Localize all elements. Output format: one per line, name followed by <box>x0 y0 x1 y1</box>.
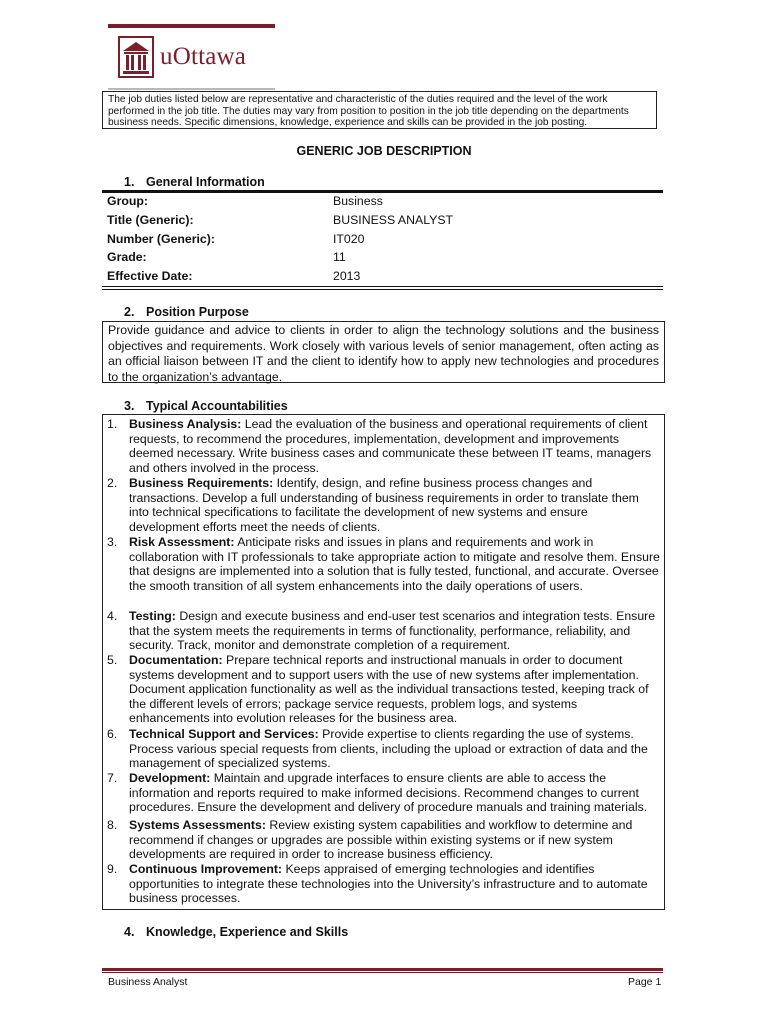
item-title: Technical Support and Services: <box>129 727 319 741</box>
info-value: 11 <box>333 250 346 264</box>
header-bottom-rule <box>108 88 275 90</box>
item-text: Identify, design, and refine business process changes and transactions. Develop a full understanding of business requirements in order to translate them into technical specifications to facilitate the development of new systems and ensure development efforts meet the needs of clients. <box>129 476 639 534</box>
item-title: Business Requirements: <box>129 476 274 490</box>
section-title: General Information <box>146 175 265 189</box>
item-number: 1. <box>107 417 118 431</box>
section-number: 1. <box>124 175 135 189</box>
logo-wordmark: uOttawa <box>160 43 247 70</box>
info-row-number <box>107 230 663 249</box>
purpose-box: Provide guidance and advice to clients in order to align the technology solutions and the business objectives and requirements. Work closely with various levels of senior management, often acting as an official liaison between IT and the client to identify how to apply new technologies and procedures to the organization’s advantage. <box>102 321 665 383</box>
item-number: 2. <box>107 476 118 490</box>
item-title: Development: <box>129 771 211 785</box>
page-number: Page 1 <box>628 976 662 988</box>
info-value: IT020 <box>333 232 365 246</box>
item-text: Prepare technical reports and instructional manuals in order to document systems development and to support users with the use of new systems after implementation. Document application functionality as well as the individual transactions tested, keeping track of the different levels of errors; package service requests, problem logs, and systems enhancements into evolution releases for the business area. <box>129 653 649 726</box>
item-title: Continuous Improvement: <box>129 862 283 876</box>
section-general-heading <box>124 175 265 189</box>
info-label: Effective Date: <box>107 269 193 283</box>
item-title: Business Analysis: <box>129 417 242 431</box>
section-number: 4. <box>124 925 135 939</box>
item-number: 8. <box>107 818 118 832</box>
item-text: Anticipate risks and issues in plans and requirements and work in collaboration with IT professionals to take appropriate action to mitigate and resolve them. Ensure that designs are implemented into a solution that is fully tested, functional, and accurate. Oversee the smooth transition of all system enhancements into the daily operations of users. <box>129 535 660 593</box>
accountabilities-box <box>102 414 665 910</box>
section-title: Position Purpose <box>146 305 249 319</box>
info-row-effective-date <box>107 267 663 286</box>
item-text: Lead the evaluation of the business and operational requirements of client requests, to recommend the procedures, implementation, development and improvements deemed necessary. Write business cases and communicate these between IT teams, managers and others involved in the process. <box>129 417 652 475</box>
section-title: Knowledge, Experience and Skills <box>146 925 349 939</box>
item-number: 7. <box>107 771 118 785</box>
item-title: Documentation: <box>129 653 223 667</box>
info-value: 2013 <box>333 269 361 283</box>
item-text: Maintain and upgrade interfaces to ensure clients are able to access the information and reports required to make informed decisions. Recommend changes to current procedures. Ensure the development and delivery of procedure manuals and training materials. <box>129 771 648 815</box>
university-logo <box>118 34 278 80</box>
item-title: Risk Assessment: <box>129 535 235 549</box>
notice-box: The job duties listed below are representative and characteristic of the duties required and the level of the work performed in the job title. The duties may vary from position to position in the job title depending on the departments business needs. Specific dimensions, knowledge, experience and skills can be provided in the job posting. <box>102 91 657 129</box>
section-knowledge-heading <box>124 925 348 939</box>
info-row-title <box>107 211 663 230</box>
section-title: Typical Accountabilities <box>146 399 288 413</box>
document-title: GENERIC JOB DESCRIPTION <box>296 144 472 158</box>
item-number: 5. <box>107 653 118 667</box>
general-info-bottom-rule <box>102 286 663 290</box>
info-row-group <box>107 192 663 211</box>
university-building-icon <box>118 36 154 78</box>
item-text: Review existing system capabilities and workflow to determine and recommend if changes or upgrades are possible within existing systems or if new system developments are required in order to increase business efficiency. <box>129 818 633 862</box>
item-number: 6. <box>107 727 118 741</box>
section-accountabilities-heading <box>124 399 288 413</box>
item-title: Testing: <box>129 609 176 623</box>
info-row-grade <box>107 248 663 267</box>
footer-rule-thin <box>102 972 663 973</box>
item-number: 4. <box>107 609 118 623</box>
info-label: Grade: <box>107 250 147 264</box>
info-label: Title (Generic): <box>107 213 194 227</box>
info-label: Number (Generic): <box>107 232 215 246</box>
info-label: Group: <box>107 194 148 208</box>
item-text: Keeps appraised of emerging technologies and identifies opportunities to integrate these technologies into the University’s infrastructure and to automate business processes. <box>129 862 648 906</box>
footer-rule <box>102 968 663 971</box>
item-text: Provide expertise to clients regarding the use of systems. Process various special requests from clients, including the upload or extraction of data and the management of specialized systems. <box>129 727 648 771</box>
section-number: 2. <box>124 305 135 319</box>
section-number: 3. <box>124 399 135 413</box>
item-number: 3. <box>107 535 118 549</box>
header-top-rule <box>108 24 275 28</box>
item-text: Design and execute business and end-user test scenarios and integration tests. Ensure that the system meets the requirements in terms of functionality, performance, reliability, and security. Track, monitor and demonstrate completion of a requirement. <box>129 609 656 653</box>
footer-document-name: Business Analyst <box>108 976 188 988</box>
section-purpose-heading <box>124 305 249 319</box>
item-title: Systems Assessments: <box>129 818 266 832</box>
info-value: Business <box>333 194 383 208</box>
item-number: 9. <box>107 862 118 876</box>
info-value: BUSINESS ANALYST <box>333 213 454 227</box>
